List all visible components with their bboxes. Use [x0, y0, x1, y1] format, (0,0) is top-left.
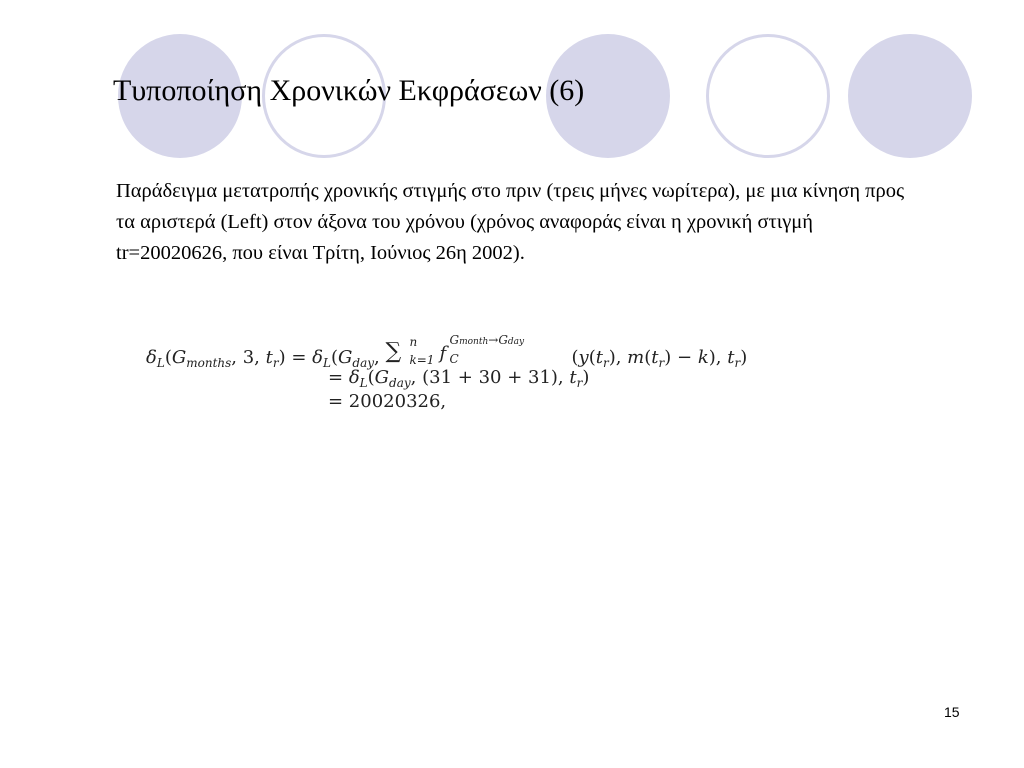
function-subscript: C [449, 352, 459, 366]
formula-row-3: = 20020326, [328, 391, 447, 412]
formula-token: day [507, 337, 525, 347]
formula-token: ( [644, 347, 652, 368]
formula-token: L [323, 356, 331, 370]
slide-body-text: Παράδειγμα μετατροπής χρονικής στιγμής στο πριν (τρεις μήνες νωρίτερα), με μια κίνηση προς τα αριστερά (Left) στον άξονα του χρόνου (χρόνος αναφοράς είναι η χρονική στιγμή tr=20020626, που είναι Τρίτη, Ιούνιος 26η 2002). [116, 180, 905, 264]
formula-token: t [651, 347, 659, 368]
formula-token: r [734, 356, 741, 370]
formula-token: y [578, 347, 589, 368]
formula-token: ) − [664, 347, 698, 368]
formula-token: G [498, 333, 508, 347]
formula-token: δ [348, 367, 360, 388]
formula-token: = [328, 367, 349, 388]
formula-token: ( [367, 367, 375, 388]
formula-token: day [352, 356, 375, 370]
formula-token: G [374, 367, 390, 388]
formula-token: δ [312, 347, 324, 368]
formula-token: ), [708, 347, 728, 368]
formula-token: = [285, 347, 313, 368]
summation [385, 335, 439, 367]
formula-token: m [627, 347, 645, 368]
formula-token: , (31 + 30 + 31), [410, 367, 570, 388]
slide-title: Τυποποίηση Χρονικών Εκφράσεων (6) [113, 74, 585, 107]
formula-token: L [156, 356, 165, 370]
formula-token: months [186, 356, 232, 370]
formula-token: r [576, 376, 583, 390]
formula-token: G [338, 347, 353, 368]
formula-token: month [459, 337, 489, 347]
formula-token: r [602, 356, 609, 370]
formula-token: ) [740, 347, 748, 368]
formula-token: ), [608, 347, 628, 368]
formula-token: day [389, 376, 411, 390]
formula-row-2 [328, 367, 589, 390]
formula-token: G [171, 347, 187, 368]
sum-upper-limit: n [409, 335, 418, 349]
formula-token: t [569, 367, 577, 388]
formula-token: δ [146, 347, 157, 368]
sum-symbol: ∑ [385, 339, 402, 364]
formula-token: G [449, 333, 460, 347]
formula-token: → [488, 333, 499, 347]
formula-token: ( [164, 347, 172, 368]
formula-token: t [595, 347, 603, 368]
formula-token: r [658, 356, 665, 370]
formula-token: k [697, 347, 709, 368]
formula-token: , [374, 347, 386, 368]
formula-token: ) [582, 367, 590, 388]
conversion-function [439, 333, 571, 366]
formula-token: L [359, 376, 368, 390]
formula-token: t [265, 347, 273, 368]
formula-token: ) [278, 347, 286, 368]
function-symbol: f [439, 343, 447, 364]
decorative-circle-filled [848, 34, 972, 158]
sum-lower-limit: k=1 [409, 353, 435, 367]
formula-token: ( [330, 347, 339, 368]
formula-token: ( [588, 347, 596, 368]
decorative-circle-outline [706, 34, 830, 158]
formula-token: , 3, [231, 347, 266, 368]
formula-token: ( [571, 347, 579, 368]
formula-token: t [727, 347, 735, 368]
page-number: 15 [944, 704, 960, 720]
formula-row-1 [146, 333, 748, 370]
function-superscript [449, 333, 524, 347]
formula-token: r [272, 356, 279, 370]
